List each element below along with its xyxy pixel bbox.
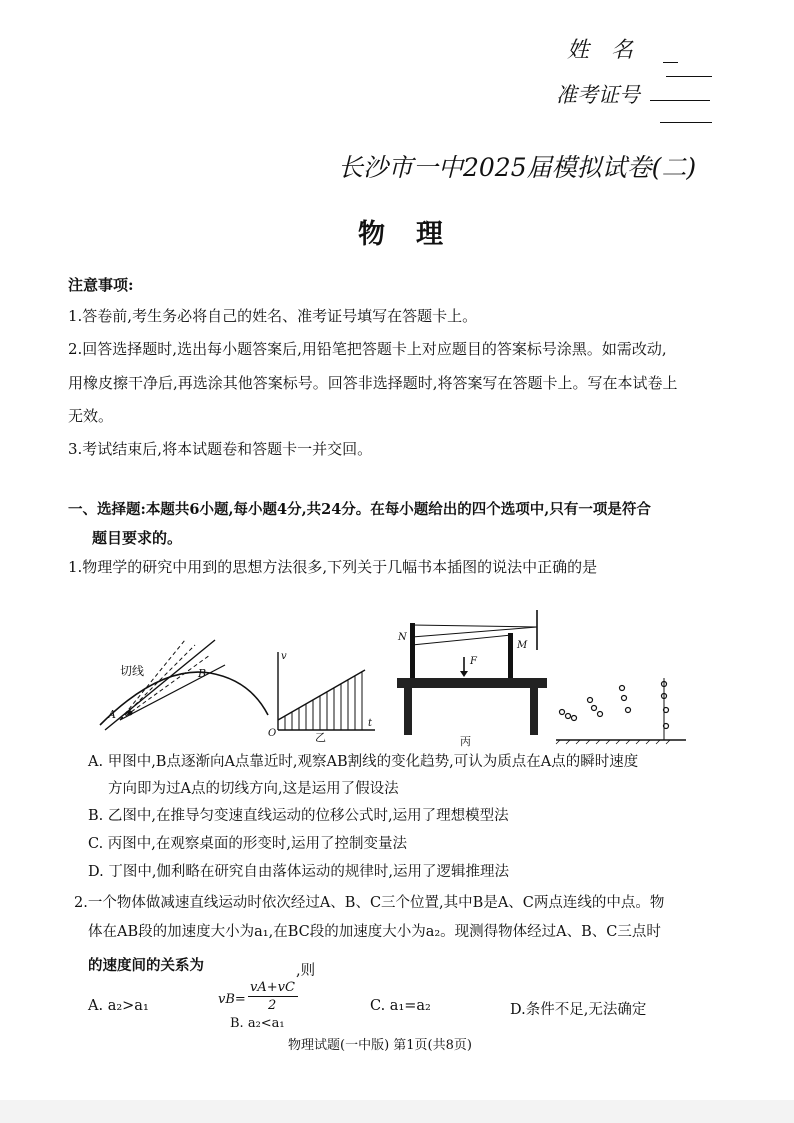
q1-option-c: C. 丙图中,在观察桌面的形变时,运用了控制变量法 — [88, 836, 408, 852]
id-label: 准考证号 — [556, 83, 640, 107]
formula-fraction-bar — [248, 996, 298, 997]
q2-option-c: C. a₁=a₂ — [370, 998, 431, 1014]
exam-title: 长沙市一中2025届模拟试卷(二) — [338, 153, 697, 182]
q1-stem: 1.物理学的研究中用到的思想方法很多,下列关于几幅书本插图的说法中正确的是 — [68, 558, 598, 576]
name-underline — [663, 62, 678, 63]
notice-item-2-end: 无效。 — [68, 407, 114, 425]
id-box-line — [666, 76, 712, 77]
fig-label-o: O — [268, 728, 277, 739]
fig-label-v: v — [281, 651, 287, 662]
notice-item-2-cont: 用橡皮擦干净后,再选涂其他答案标号。回答非选择题时,将答案写在答题卡上。写在本试卷上 — [68, 374, 678, 392]
q1-option-b: B. 乙图中,在推导匀变速直线运动的位移公式时,运用了理想模型法 — [88, 808, 509, 824]
formula-numerator: vA+vC — [250, 980, 295, 995]
q2-formula-suffix: ,则 — [296, 963, 316, 979]
footer-bar — [0, 1100, 794, 1123]
figure-jia — [100, 635, 270, 735]
section-heading-cont: 题目要求的。 — [92, 529, 183, 547]
header-rule — [660, 122, 712, 123]
notice-item-3: 3.考试结束后,将本试题卷和答题卡一并交回。 — [68, 440, 373, 458]
q2-stem-2: 体在AB段的加速度大小为a₁,在BC段的加速度大小为a₂。现测得物体经过A、B、C三点时 — [88, 924, 661, 940]
fig-label-F: F — [470, 656, 477, 667]
figure-yi — [270, 650, 380, 735]
q2-option-d: D.条件不足,无法确定 — [510, 1002, 647, 1018]
notice-item-1: 1.答卷前,考生务必将自己的姓名、准考证号填写在答题卡上。 — [68, 307, 478, 325]
formula-lhs: vB= — [218, 992, 246, 1007]
section-heading: 一、选择题:本题共6小题,每小题4分,共24分。在每小题给出的四个选项中,只有一项是符合 — [68, 501, 651, 518]
formula-denominator: 2 — [268, 998, 277, 1013]
fig-label-B: B — [198, 667, 207, 680]
id-underline — [650, 100, 710, 101]
subject-title: 物 理 — [358, 219, 445, 250]
q1-option-a-cont: 方向即为过A点的切线方向,这是运用了假设法 — [108, 781, 399, 797]
q1-option-d: D. 丁图中,伽利略在研究自由落体运动的规律时,运用了逻辑推理法 — [88, 864, 510, 880]
q2-stem-1: 2.一个物体做减速直线运动时依次经过A、B、C三个位置,其中B是A、C两点连线的中点。物 — [74, 895, 665, 911]
fig-label-tangent: 切线 — [120, 664, 145, 678]
notice-heading: 注意事项: — [68, 276, 134, 294]
fig-label-bing: 丙 — [460, 735, 471, 748]
name-label: 姓 名 — [567, 38, 634, 63]
q2-option-a: A. a₂>a₁ — [88, 998, 149, 1014]
fig-label-N: N — [398, 632, 407, 643]
fig-label-t: t — [368, 718, 373, 729]
figure-ding — [556, 678, 686, 743]
q1-option-a: A. 甲图中,B点逐渐向A点靠近时,观察AB割线的变化趋势,可认为质点在A点的瞬时速度 — [88, 754, 639, 770]
fig-label-A: A — [108, 708, 116, 721]
fig-label-M: M — [517, 640, 528, 651]
q2-option-b: B. a₂<a₁ — [230, 1016, 285, 1031]
figure-bing — [392, 605, 552, 735]
page-footer: 物理试题(一中版) 第1页(共8页) — [288, 1038, 472, 1053]
fig-label-yi: 乙 — [315, 731, 326, 744]
q2-stem-3: 的速度间的关系为 — [88, 957, 204, 974]
notice-item-2: 2.回答选择题时,选出每小题答案后,用铅笔把答题卡上对应题目的答案标号涂黑。如需改动, — [68, 340, 667, 358]
